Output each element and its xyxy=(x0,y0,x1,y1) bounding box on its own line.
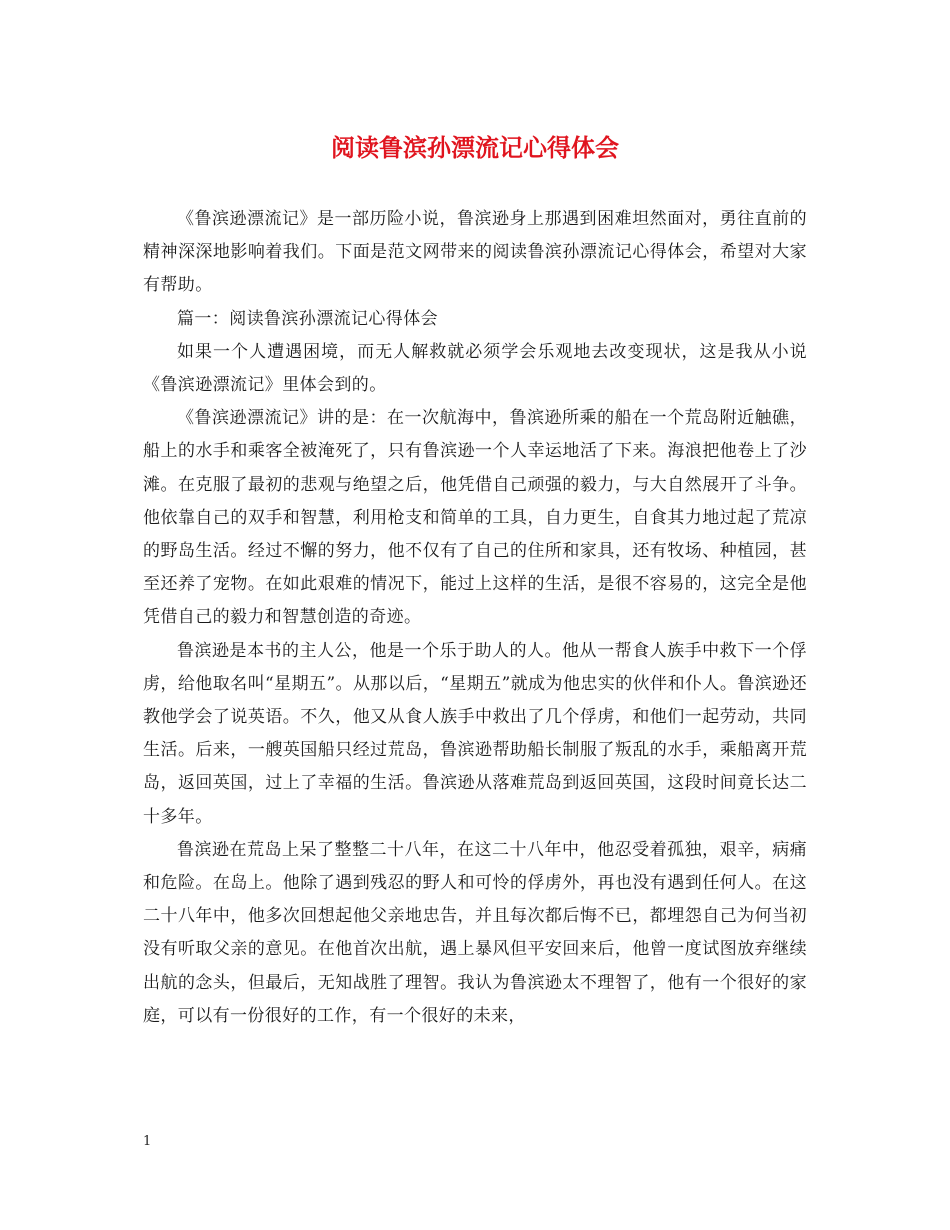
paragraph-protagonist: 鲁滨逊是本书的主人公，他是一个乐于助人的人。他从一帮食人族手中救下一个俘虏，给他取名叫“星期五”。从那以后，“星期五”就成为他忠实的伙伴和仆人。鲁滨逊还教他学会了说英语。不久，他又从食人族手中救出了几个俘虏，和他们一起劳动，共同生活。后来，一艘英国船只经过荒岛，鲁滨逊帮助船长制服了叛乱的水手，乘船离开荒岛，返回英国，过上了幸福的生活。鲁滨逊从落难荒岛到返回英国，这段时间竟长达二十多年。 xyxy=(143,640,807,827)
document-title: 阅读鲁滨孙漂流记心得体会 xyxy=(331,133,619,162)
document-body xyxy=(143,203,807,1033)
paragraph-intro: 《鲁滨逊漂流记》是一部历险小说，鲁滨逊身上那遇到困难坦然面对，勇往直前的精神深深地影响着我们。下面是范文网带来的阅读鲁滨孙漂流记心得体会，希望对大家有帮助。 xyxy=(143,209,807,296)
paragraph-plot-summary: 《鲁滨逊漂流记》讲的是：在一次航海中，鲁滨逊所乘的船在一个荒岛附近触礁，船上的水手和乘客全被淹死了，只有鲁滨逊一个人幸运地活了下来。海浪把他卷上了沙滩。在克服了最初的悲观与绝望之后，他凭借自己顽强的毅力，与大自然展开了斗争。他依靠自己的双手和智慧，利用枪支和简单的工具，自力更生，自食其力地过起了荒凉的野岛生活。经过不懈的努力，他不仅有了自己的住所和家具，还有牧场、种植园，甚至还养了宠物。在如此艰难的情况下，能过上这样的生活，是很不容易的，这完全是他凭借自己的毅力和智慧创造的奇迹。 xyxy=(143,408,807,628)
paragraph-reflection: 鲁滨逊在荒岛上呆了整整二十八年，在这二十八年中，他忍受着孤独，艰辛，病痛和危险。在岛上。他除了遇到残忍的野人和可怜的俘虏外，再也没有遇到任何人。在这二十八年中，他多次回想起他父亲地忠告，并且每次都后悔不已，都埋怨自己为何当初没有听取父亲的意见。在他首次出航，遇上暴风但平安回来后，他曾一度试图放弃继续出航的念头，但最后，无知战胜了理智。我认为鲁滨逊太不理智了，他有一个很好的家庭，可以有一份很好的工作，有一个很好的未来， xyxy=(143,839,807,1026)
paragraph-section-heading: 篇一：阅读鲁滨孙漂流记心得体会 xyxy=(177,308,438,329)
page-number: 1 xyxy=(143,1134,152,1149)
paragraph-opening: 如果一个人遭遇困境，而无人解救就必须学会乐观地去改变现状，这是我从小说《鲁滨逊漂流记》里体会到的。 xyxy=(143,341,807,396)
